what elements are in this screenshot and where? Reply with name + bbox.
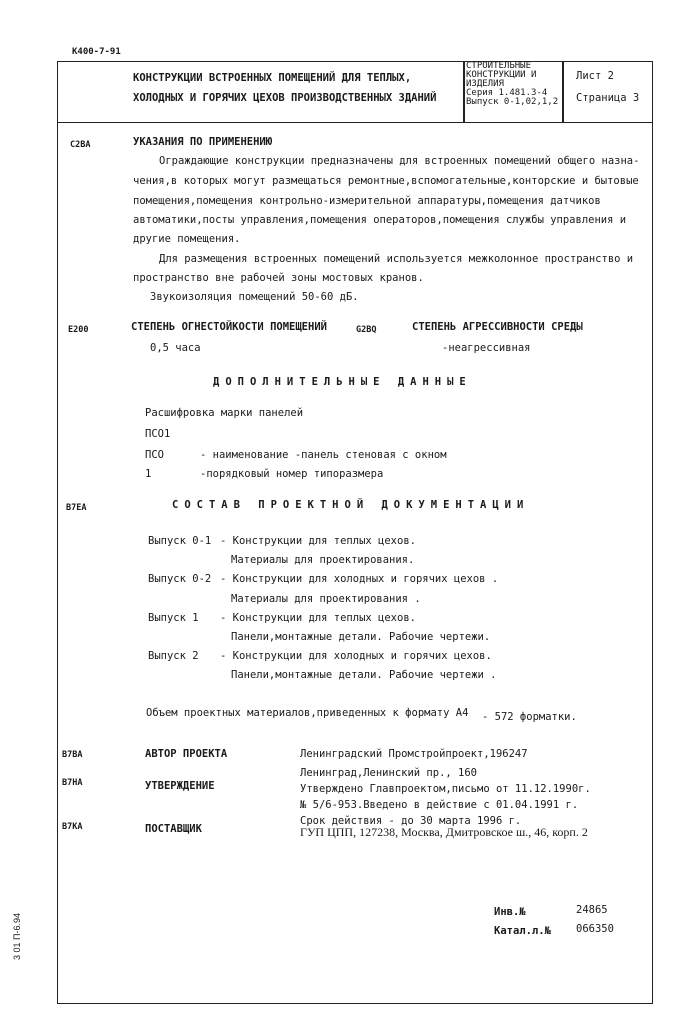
issue-label: Выпуск 0-2	[148, 573, 212, 585]
section-code: С2ВА	[70, 140, 91, 150]
approval-line: Утверждено Главпроектом,письмо от 11.12.1990г.	[300, 783, 591, 795]
title-line-2: ХОЛОДНЫХ И ГОРЯЧИХ ЦЕХОВ ПРОИЗВОДСТВЕННЫХ ЗДАНИЙ	[133, 92, 437, 104]
issue-description: - Конструкции для теплых цехов.	[220, 612, 416, 624]
author-line: Ленинград,Ленинский пр., 160	[300, 767, 478, 779]
composition-code: В7ЕА	[66, 503, 87, 513]
decode-key: ПСО	[145, 449, 164, 461]
page-number: Страница 3	[576, 92, 640, 104]
usage-text-line: чения,в которых могут размещаться ремонтные,вспомогательные,конторские и бытовые	[133, 175, 639, 187]
volume-text: Объем проектных материалов,приведенных к формату А4	[146, 707, 469, 719]
title-line-1: КОНСТРУКЦИИ ВСТРОЕННЫХ ПОМЕЩЕНИЙ ДЛЯ ТЕПЛЫХ,	[133, 72, 412, 84]
issue-description: - Конструкции для холодных и горячих цехов .	[220, 573, 499, 585]
volume-value: - 572 форматки.	[482, 711, 577, 723]
author-label: АВТОР ПРОЕКТА	[145, 748, 228, 760]
issue-description: - Конструкции для холодных и горячих цехов.	[220, 650, 492, 662]
inventory-value: 24865	[576, 904, 608, 916]
decode-title: Расшифровка марки панелей	[145, 407, 304, 419]
approval-code: В7НА	[62, 778, 83, 788]
category-line: ИЗДЕЛИЯ	[466, 79, 504, 89]
sheet-number: Лист 2	[576, 70, 614, 82]
usage-text-line: пространство вне рабочей зоны мостовых кранов.	[133, 272, 424, 284]
author-code: В7ВА	[62, 750, 83, 760]
issue-label: Выпуск 1	[148, 612, 199, 624]
usage-text-line: автоматики,посты управления,помещения операторов,помещения службы управления и	[133, 214, 627, 226]
supplier-label: ПОСТАВЩИК	[145, 823, 202, 835]
fire-heading: СТЕПЕНЬ ОГНЕСТОЙКОСТИ ПОМЕЩЕНИЙ	[131, 321, 327, 333]
header-divider	[562, 61, 564, 123]
soundproofing-line: Звукоизоляция помещений 50-60 дБ.	[150, 291, 359, 303]
issue-label: Выпуск 0-1	[148, 535, 212, 547]
usage-text-line: другие помещения.	[133, 233, 241, 245]
header-divider	[463, 61, 465, 123]
series-label: Серия 1.481.3-4	[466, 88, 548, 98]
side-stamp: 3 01 П-6.94	[12, 913, 22, 960]
issue-description: Панели,монтажные детали. Рабочие чертежи.	[231, 631, 491, 643]
catalog-value: 066350	[576, 923, 614, 935]
inventory-label: Инв.№	[494, 906, 526, 918]
supplier-code: В7КА	[62, 822, 83, 832]
category-line: СТРОИТЕЛЬНЫЕ	[466, 61, 532, 71]
additional-heading: ДОПОЛНИТЕЛЬНЫЕ ДАННЫЕ	[213, 376, 472, 388]
composition-heading: СОСТАВ ПРОЕКТНОЙ ДОКУМЕНТАЦИИ	[172, 499, 530, 511]
usage-text-line: Для размещения встроенных помещений используется межколонное пространство и	[159, 253, 634, 265]
decode-key: 1	[145, 468, 152, 480]
supplier-value: ГУП ЦПП, 127238, Москва, Дмитровское ш., 46, корп. 2	[300, 825, 588, 839]
issues-label: Выпуск 0-1,02,1,2	[466, 97, 559, 107]
approval-line: № 5/6-953.Введено в действие с 01.04.1991 г.	[300, 799, 579, 811]
aggressiveness-code: G2BQ	[356, 325, 377, 335]
usage-heading: УКАЗАНИЯ ПО ПРИМЕНЕНИЮ	[133, 136, 273, 148]
decode-value: - наименование -панель стеновая с окном	[200, 449, 447, 461]
issue-description: Материалы для проектирования .	[231, 593, 421, 605]
issue-label: Выпуск 2	[148, 650, 199, 662]
fire-value: 0,5 часа	[150, 342, 201, 354]
document-code: К400-7-91	[72, 47, 121, 57]
aggressiveness-value: -неагрессивная	[442, 342, 531, 354]
fire-code: Е200	[68, 325, 89, 335]
aggressiveness-heading: СТЕПЕНЬ АГРЕССИВНОСТИ СРЕДЫ	[412, 321, 583, 333]
decode-value: -порядковый номер типоразмера	[200, 468, 384, 480]
usage-text-line: Ограждающие конструкции предназначены для встроенных помещений общего назна-	[159, 155, 640, 167]
approval-label: УТВЕРЖДЕНИЕ	[145, 780, 215, 792]
category-block	[466, 62, 558, 107]
author-line: Ленинградский Промстройпроект,196247	[300, 748, 528, 760]
issue-description: Панели,монтажные детали. Рабочие чертежи .	[231, 669, 497, 681]
usage-text-line: помещения,помещения контрольно-измерительной аппаратуры,помещения датчиков	[133, 195, 601, 207]
approval-line: Срок действия - до 30 марта 1996 г.	[300, 815, 522, 827]
issue-description: Материалы для проектирования.	[231, 554, 415, 566]
issue-description: - Конструкции для теплых цехов.	[220, 535, 416, 547]
panel-mark: ПСО1	[145, 428, 171, 440]
catalog-label: Катал.л.№	[494, 925, 551, 937]
category-line: КОНСТРУКЦИИ И	[466, 70, 537, 80]
